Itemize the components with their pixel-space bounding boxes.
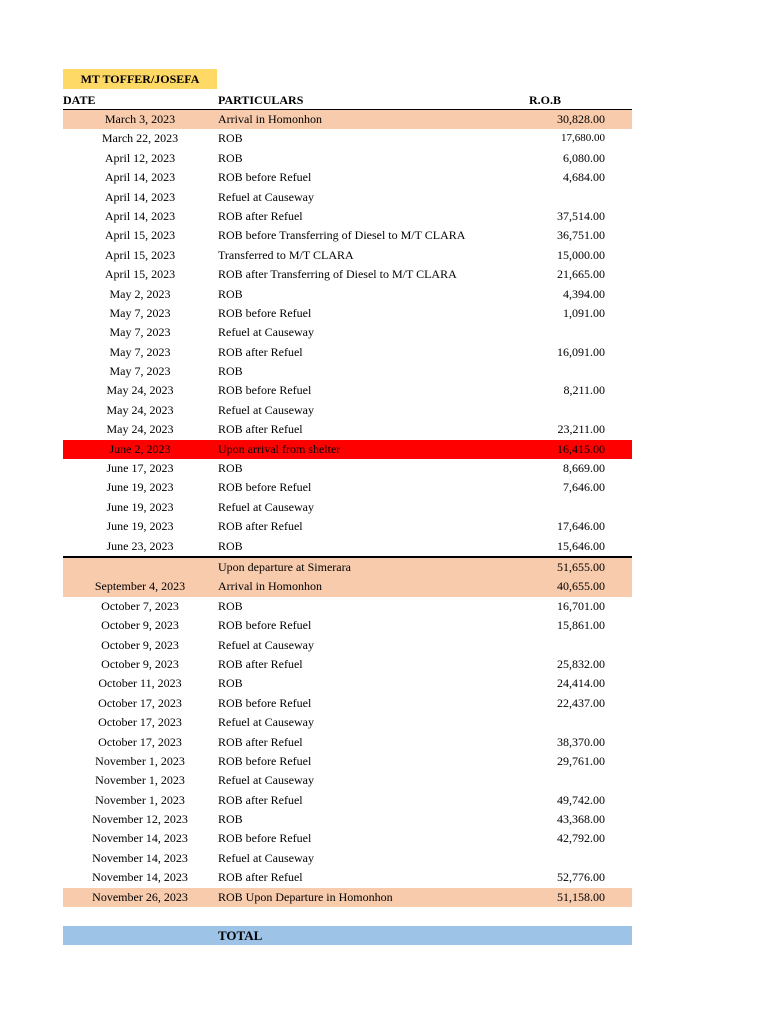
row-rob-value: 37,514.00 [557, 208, 605, 223]
row-particulars: ROB after Refuel [218, 792, 303, 807]
row-date: May 24, 2023 [106, 422, 174, 437]
rob-column-header: R.O.B [529, 93, 562, 107]
row-particulars: Refuel at Causeway [218, 402, 314, 417]
row-date: November 14, 2023 [92, 850, 188, 865]
row-rob-value: 16,701.00 [557, 598, 605, 613]
table-row [63, 577, 632, 596]
row-date: November 12, 2023 [92, 812, 188, 827]
table-row [63, 149, 632, 168]
row-rob-value: 16,091.00 [557, 344, 605, 359]
row-rob-value: 7,646.00 [563, 480, 605, 495]
row-particulars: ROB [218, 676, 243, 691]
row-particulars: ROB after Refuel [218, 519, 303, 534]
row-date: May 24, 2023 [106, 402, 174, 417]
row-particulars: Transferred to M/T CLARA [218, 247, 354, 262]
row-rob-value: 40,655.00 [557, 579, 605, 594]
row-date: November 1, 2023 [95, 773, 185, 788]
table-row [63, 420, 632, 439]
table-row [63, 343, 632, 362]
row-particulars: ROB before Refuel [218, 480, 312, 495]
table-row [63, 285, 632, 304]
row-particulars: ROB before Refuel [218, 383, 312, 398]
table-row [63, 207, 632, 226]
row-date: November 26, 2023 [92, 889, 188, 904]
row-rob-value: 42,792.00 [557, 831, 605, 846]
table-row [63, 265, 632, 284]
row-particulars: ROB before Transferring of Diesel to M/T CLARA [218, 228, 466, 243]
table-row [63, 517, 632, 536]
table-row [63, 537, 632, 556]
row-date: October 9, 2023 [101, 656, 179, 671]
row-particulars: ROB after Refuel [218, 422, 303, 437]
row-particulars: Refuel at Causeway [218, 325, 314, 340]
row-particulars: Refuel at Causeway [218, 773, 314, 788]
row-particulars: ROB [218, 286, 243, 301]
row-date: April 14, 2023 [104, 208, 176, 223]
row-rob-value: 8,211.00 [563, 383, 605, 398]
row-date: March 3, 2023 [104, 112, 176, 126]
row-date: April 15, 2023 [104, 267, 176, 282]
row-date: October 11, 2023 [98, 676, 182, 691]
table-row [63, 713, 632, 732]
row-particulars: ROB before Refuel [218, 618, 312, 633]
row-date: November 1, 2023 [95, 753, 185, 768]
row-date: June 19, 2023 [106, 499, 174, 514]
row-rob-value: 17,646.00 [557, 519, 605, 534]
row-rob-value: 23,211.00 [557, 422, 605, 437]
row-particulars: Refuel at Causeway [218, 499, 314, 514]
table-row [63, 810, 632, 829]
row-date: April 15, 2023 [104, 228, 176, 243]
row-date: May 24, 2023 [106, 383, 174, 398]
rob-table-body [63, 110, 632, 907]
table-row [63, 440, 632, 459]
row-rob-value: 15,646.00 [557, 538, 605, 553]
table-row [63, 401, 632, 420]
row-particulars: ROB after Refuel [218, 344, 303, 359]
row-particulars: ROB [218, 461, 243, 476]
row-rob-value: 38,370.00 [557, 734, 605, 749]
table-row [63, 597, 632, 616]
row-rob-value: 1,091.00 [563, 305, 605, 320]
table-row [63, 362, 632, 381]
row-particulars: Arrival in Homonhon [218, 112, 322, 126]
row-particulars: Upon arrival from shelter [218, 441, 341, 456]
row-date: November 14, 2023 [92, 831, 188, 846]
table-row [63, 674, 632, 693]
row-date: April 12, 2023 [104, 150, 176, 165]
row-rob-value: 6,080.00 [563, 150, 605, 165]
row-rob-value: 52,776.00 [557, 870, 605, 885]
table-row [63, 323, 632, 342]
row-particulars: Refuel at Causeway [218, 715, 314, 730]
table-row [63, 752, 632, 771]
table-row [63, 110, 632, 129]
row-date: October 17, 2023 [98, 695, 182, 710]
total-row [63, 926, 632, 945]
row-date: June 19, 2023 [106, 480, 174, 495]
row-rob-value: 16,415.00 [557, 441, 605, 456]
row-particulars: ROB after Refuel [218, 656, 303, 671]
row-date: October 9, 2023 [101, 637, 179, 652]
row-particulars: ROB [218, 598, 243, 613]
row-date: April 14, 2023 [104, 189, 176, 204]
table-row [63, 616, 632, 635]
table-row [63, 694, 632, 713]
row-date: May 2, 2023 [109, 286, 171, 301]
row-date: October 7, 2023 [101, 598, 179, 613]
particulars-column-header: PARTICULARS [218, 93, 304, 107]
row-particulars: ROB [218, 538, 243, 553]
row-rob-value: 29,761.00 [557, 753, 605, 768]
table-row [63, 829, 632, 848]
row-date: October 9, 2023 [101, 618, 179, 633]
row-particulars: ROB [218, 131, 243, 146]
row-particulars: ROB before Refuel [218, 695, 312, 710]
sheet-title: MT TOFFER/JOSEFA [63, 69, 217, 89]
row-particulars: ROB before Refuel [218, 831, 312, 846]
row-rob-value: 43,368.00 [557, 812, 605, 827]
table-row [63, 168, 632, 187]
table-row [63, 849, 632, 868]
table-row [63, 791, 632, 810]
row-date: June 23, 2023 [106, 538, 174, 553]
table-row [63, 226, 632, 245]
row-date: October 17, 2023 [98, 734, 182, 749]
table-row [63, 129, 632, 148]
table-row [63, 498, 632, 517]
table-row [63, 556, 632, 577]
table-row [63, 888, 632, 907]
row-rob-value: 36,751.00 [557, 228, 605, 243]
row-particulars: ROB [218, 150, 243, 165]
row-rob-value: 15,000.00 [557, 247, 605, 262]
table-row [63, 246, 632, 265]
table-row [63, 459, 632, 478]
row-date: June 17, 2023 [106, 461, 174, 476]
row-date: April 15, 2023 [104, 247, 176, 262]
row-particulars: ROB after Refuel [218, 870, 303, 885]
table-row [63, 304, 632, 323]
row-date: April 14, 2023 [104, 170, 176, 185]
row-rob-value: 25,832.00 [557, 656, 605, 671]
row-date: May 7, 2023 [109, 344, 171, 359]
date-column-header: DATE [63, 93, 96, 107]
row-rob-value: 17,680.00 [561, 132, 605, 145]
row-particulars: ROB before Refuel [218, 170, 312, 185]
row-particulars: ROB after Transferring of Diesel to M/T CLARA [218, 267, 457, 282]
row-date: March 22, 2023 [101, 131, 179, 146]
row-rob-value: 4,394.00 [563, 286, 605, 301]
row-particulars: ROB before Refuel [218, 753, 312, 768]
row-rob-value: 51,655.00 [557, 559, 605, 574]
row-particulars: ROB before Refuel [218, 305, 312, 320]
row-date: September 4, 2023 [94, 579, 186, 594]
row-particulars: Refuel at Causeway [218, 637, 314, 652]
row-particulars: Arrival in Homonhon [218, 579, 322, 594]
row-date: October 17, 2023 [98, 715, 182, 730]
row-date: June 2, 2023 [109, 441, 171, 456]
row-date: May 7, 2023 [109, 305, 171, 320]
row-date: May 7, 2023 [109, 364, 171, 379]
row-particulars: Upon departure at Simerara [218, 559, 351, 574]
table-row [63, 478, 632, 497]
row-rob-value: 22,437.00 [557, 695, 605, 710]
table-row [63, 636, 632, 655]
row-rob-value: 30,828.00 [557, 112, 605, 126]
row-particulars: Refuel at Causeway [218, 189, 314, 204]
row-particulars: ROB after Refuel [218, 734, 303, 749]
row-particulars: ROB after Refuel [218, 208, 303, 223]
table-row [63, 381, 632, 400]
row-date: November 14, 2023 [92, 870, 188, 885]
table-row [63, 655, 632, 674]
table-row [63, 188, 632, 207]
row-rob-value: 4,684.00 [563, 170, 605, 185]
row-particulars: ROB [218, 812, 243, 827]
row-rob-value: 49,742.00 [557, 792, 605, 807]
row-date: May 7, 2023 [109, 325, 171, 340]
row-rob-value: 8,669.00 [563, 461, 605, 476]
row-rob-value: 15,861.00 [557, 618, 605, 633]
row-particulars: ROB [218, 364, 243, 379]
row-particulars: Refuel at Causeway [218, 850, 314, 865]
table-row [63, 733, 632, 752]
row-date: November 1, 2023 [95, 792, 185, 807]
row-rob-value: 21,665.00 [557, 267, 605, 282]
total-label: TOTAL [218, 928, 263, 943]
row-particulars: ROB Upon Departure in Homonhon [218, 889, 393, 904]
table-row [63, 868, 632, 887]
table-row [63, 771, 632, 790]
row-rob-value: 24,414.00 [557, 676, 605, 691]
row-rob-value: 51,158.00 [557, 889, 605, 904]
row-date: June 19, 2023 [106, 519, 174, 534]
